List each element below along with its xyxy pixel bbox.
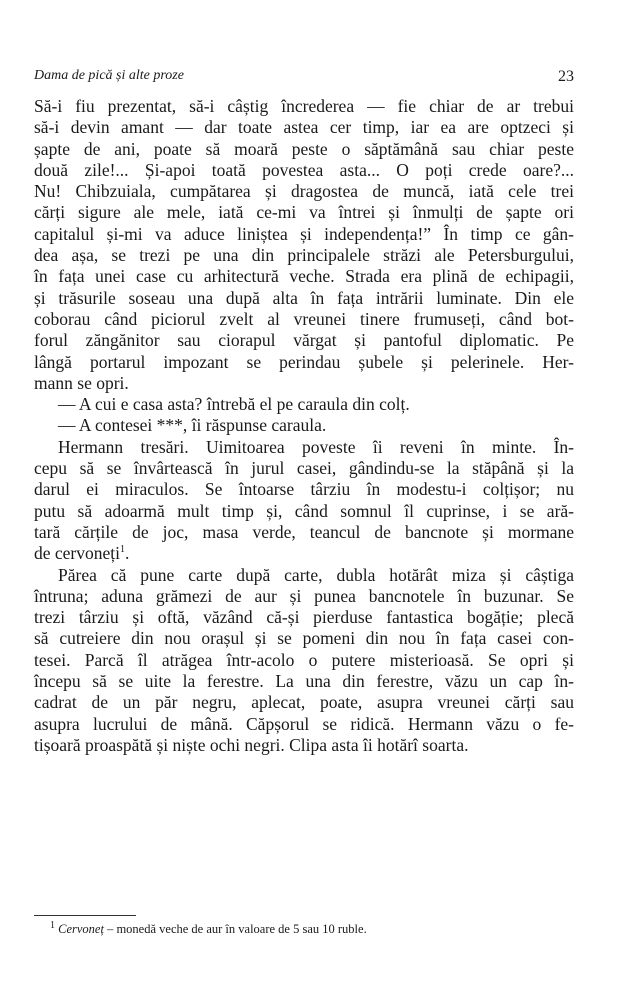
text-line: dea așa, se trezi pe una din principalele străzi ale Petersburgului, [34, 245, 574, 266]
text-line: Hermann tresări. Uimitoarea poveste îi reveni în minte. În- [58, 436, 574, 457]
text-line-content: de cervoneți [34, 543, 120, 564]
text-line: șapte de ani, poate să moară peste o săptămână sau chiar peste [34, 138, 574, 159]
text-line: în fața unei case cu arhitectură veche. Strada era plină de echipagii, [34, 266, 574, 287]
footnote-marker: 1 [120, 544, 125, 556]
footnote-term: Cervoneț [58, 922, 104, 936]
dialogue-line: — A contesei ***, îi răspunse caraula. [58, 415, 327, 436]
text-line: Să-i fiu prezentat, să-i câștig încrederea — fie chiar de ar trebui [34, 96, 574, 116]
text-line: mann se opri. [34, 372, 129, 393]
text-line: și trăsurile soseau una după alta în fața intrării luminate. Din ele [34, 287, 574, 308]
text-line: cadrat de un păr negru, aplecat, poate, asupra vreunei cărți sau [34, 692, 574, 713]
text-line: forul zăngănitor sau ciorapul vărgat și pantoful diplomatic. Pe [34, 330, 574, 351]
running-title: Dama de pică și alte proze [34, 68, 184, 83]
text-line: lângă portarul impozant se perindau șubele și pelerinele. Her- [34, 351, 574, 372]
body-text [34, 96, 574, 756]
page-number: 23 [558, 68, 574, 85]
text-line: cărți sigure ale mele, iată ce-mi va întrei și înmulți de șapte ori [34, 202, 574, 223]
footnote-text: – monedă veche de aur în valoare de 5 sau 10 ruble. [103, 922, 367, 936]
text-line: să-i devin amant — dar toate astea cer timp, iar ea are optzeci și [34, 117, 574, 138]
text-line: întruna; aduna grămezi de aur și punea bancnotele în buzunar. Se [34, 585, 574, 606]
footnote-divider [34, 915, 136, 916]
text-line: două zile!... Și-apoi toată povestea asta... O poți crede oare?... [34, 159, 574, 180]
text-line: asupra lucrului de mână. Căpșorul se ridică. Hermann văzu o fe- [34, 713, 574, 734]
text-line: tișoară proaspătă și niște ochi negri. Clipa asta îi hotărî soarta. [34, 734, 469, 755]
page-header [34, 68, 574, 88]
dialogue-line: — A cui e casa asta? întrebă el pe caraula din colț. [58, 394, 410, 415]
text-line: coborau când piciorul zvelt al vreunei tinere frumuseți, când bot- [34, 308, 574, 329]
text-line: trezi târziu și oftă, văzând că-și pierduse fantastica bogăție; plecă [34, 607, 574, 628]
text-line: darul ei miraculos. Se întoarse târziu în modestu-i colțișor; nu [34, 479, 574, 500]
text-line: începu să se uite la ferestre. La una din ferestre, văzu un cap în- [34, 671, 574, 692]
text-line: să cutreiere din nou orașul și se pomeni din nou în fața casei con- [34, 628, 574, 649]
text-line: tară cărțile de joc, masa verde, teancul de bancnote și mormane [34, 521, 574, 542]
text-line: de cervoneți$^1$. [34, 543, 130, 564]
text-line: Nu! Chibzuiala, cumpătarea și dragostea de muncă, iată cele trei [34, 181, 574, 202]
text-line: Părea că pune carte după carte, dubla hotărât miza și câștiga [58, 564, 574, 585]
text-line: tesei. Parcă îl atrăgea într-acolo o putere misterioasă. Se opri și [34, 649, 574, 670]
text-line: cepu să se învârtească în jurul casei, gândindu-se la stăpână și la [34, 458, 574, 479]
footnote [50, 919, 367, 937]
footnote-number: 1 [50, 919, 55, 931]
text-line: putu să adoarmă mult timp și, când somnul îl cuprinse, i se ară- [34, 500, 574, 521]
text-line: capitalul și-mi va aduce liniștea și independența!” În timp ce gân- [34, 223, 574, 244]
